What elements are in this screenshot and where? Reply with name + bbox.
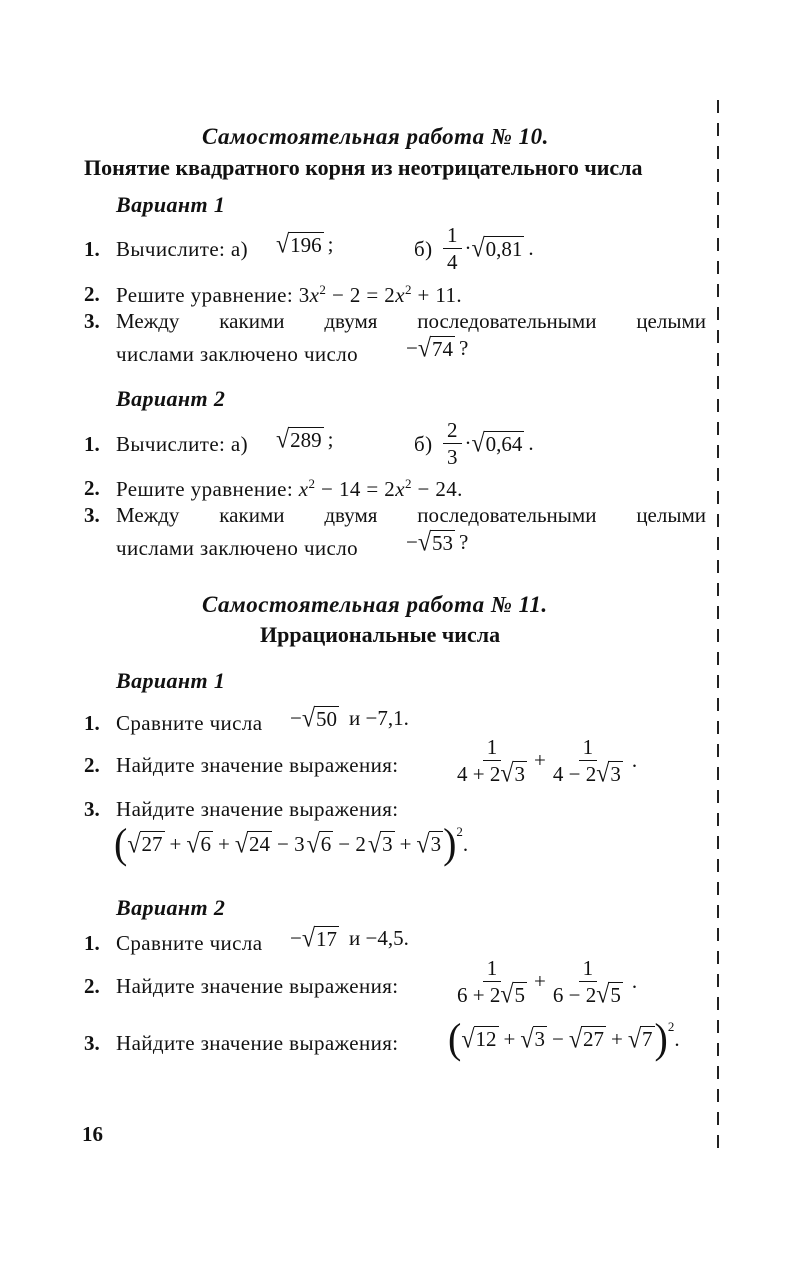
fraction: $\frac{1}{4}$	[443, 222, 462, 276]
sqrt-radical: √ 17	[301, 925, 338, 954]
task-text	[116, 237, 248, 262]
equation-task: Решите уравнение: $3x^2 - 2 = 2x^2 + 11$.	[116, 282, 463, 307]
sqrt-radical: √ 74	[417, 335, 454, 364]
task-prompt: Найдите значение выражения:	[116, 974, 399, 998]
work11-subtitle: Иррациональные числа	[260, 622, 501, 647]
compare-expression: − √ 50 и −7,1.	[290, 705, 409, 734]
fraction: 1 4 − 2 √ 3	[552, 735, 621, 789]
task-prompt: Вычислите: а)	[116, 237, 249, 261]
task-number: 1.	[84, 931, 100, 955]
task-number: 2.	[84, 753, 100, 777]
task-number: 2.	[84, 282, 100, 306]
sqrt-radical: √ 53	[417, 529, 454, 558]
fraction-sum-expression: 1 4 + 2 √ 3 + 1 4 − 2 √ 3 .	[450, 734, 637, 788]
fraction: $\frac{2}{3}$	[443, 417, 462, 471]
work10-title: Самостоятельная работа № 10.	[202, 124, 549, 149]
task-number: 2.	[84, 974, 100, 998]
fraction-sqrt-expression: $\frac{2}{3}$ · √ 0,64 .	[440, 417, 534, 471]
task-number: 1.	[84, 432, 100, 456]
task-number: 3.	[84, 1031, 100, 1055]
sqrt-radical: √ 196	[276, 231, 322, 260]
task-prompt: Найдите значение выражения:	[116, 753, 399, 777]
task-number: 3.	[84, 503, 100, 527]
sqrt-expression: √ 196 ;	[276, 231, 334, 260]
part-b-label: б)	[414, 237, 433, 261]
task-prompt: Найдите значение выражения:	[116, 797, 399, 821]
fraction: 1 6 − 2 √ 5	[552, 956, 621, 1010]
work10-subtitle: Понятие квадратного корня из неотрицательного числа	[84, 155, 643, 180]
compare-expression: − √ 17 и −4,5.	[290, 925, 409, 954]
power-expression: ( √ 12 + √ 3 − √ 27 + √ 7 ) $^2$ .	[448, 1014, 680, 1063]
fraction: 1 6 + 2 √ 5	[457, 956, 526, 1010]
sqrt-expression: √ 289 ;	[276, 426, 334, 455]
sqrt-radical: √ 50	[301, 705, 338, 734]
sqrt-radical: √ 289	[276, 426, 322, 455]
sqrt-radical: √ 0,81	[471, 235, 523, 264]
task-prompt: Найдите значение выражения:	[116, 1031, 399, 1055]
equation-task: Решите уравнение: $x^2 - 14 = 2x^2 - 24$.	[116, 476, 463, 501]
task-number: 1.	[84, 711, 100, 735]
task-number: 2.	[84, 476, 100, 500]
page-number: 16	[82, 1122, 103, 1146]
work11-variant1-label: Вариант 1	[116, 668, 226, 693]
task-number: 3.	[84, 797, 100, 821]
work10-variant1-label: Вариант 1	[116, 192, 226, 217]
neg-sqrt-expression: − √ 74 ?	[406, 335, 469, 364]
sqrt-radical: √ 0,64	[471, 430, 523, 459]
work11-title: Самостоятельная работа № 11.	[202, 592, 548, 617]
fraction-sum-expression: 1 6 + 2 √ 5 + 1 6 − 2 √ 5 .	[450, 955, 637, 1009]
task-number: 1.	[84, 237, 100, 261]
fraction-sqrt-expression: $\frac{1}{4}$ · √ 0,81 .	[440, 222, 534, 276]
task-text	[116, 432, 248, 457]
cut-line	[717, 100, 720, 1170]
task-text-line2: числами заключено число	[116, 342, 359, 366]
task-prompt: Вычислите: а)	[116, 432, 249, 456]
task-text-justified: Между какими двумя последовательными целыми	[116, 309, 706, 333]
power-expression: ( √ 27 + √ 6 + √ 24 − 3 √ 6 − 2 √ 3 + √ 3 ) $^2$ .	[114, 819, 469, 868]
task-number: 3.	[84, 309, 100, 333]
fraction: 1 4 + 2 √ 3	[457, 735, 526, 789]
task-prompt: Сравните числа	[116, 711, 263, 735]
neg-sqrt-expression: − √ 53 ?	[406, 529, 469, 558]
work10-variant2-label: Вариант 2	[116, 386, 226, 411]
task-text-line2: числами заключено число	[116, 536, 359, 560]
task-text-justified: Между какими двумя последовательными целыми	[116, 503, 706, 527]
work11-variant2-label: Вариант 2	[116, 895, 226, 920]
part-b-label: б)	[414, 432, 433, 456]
task-prompt: Сравните числа	[116, 931, 263, 955]
